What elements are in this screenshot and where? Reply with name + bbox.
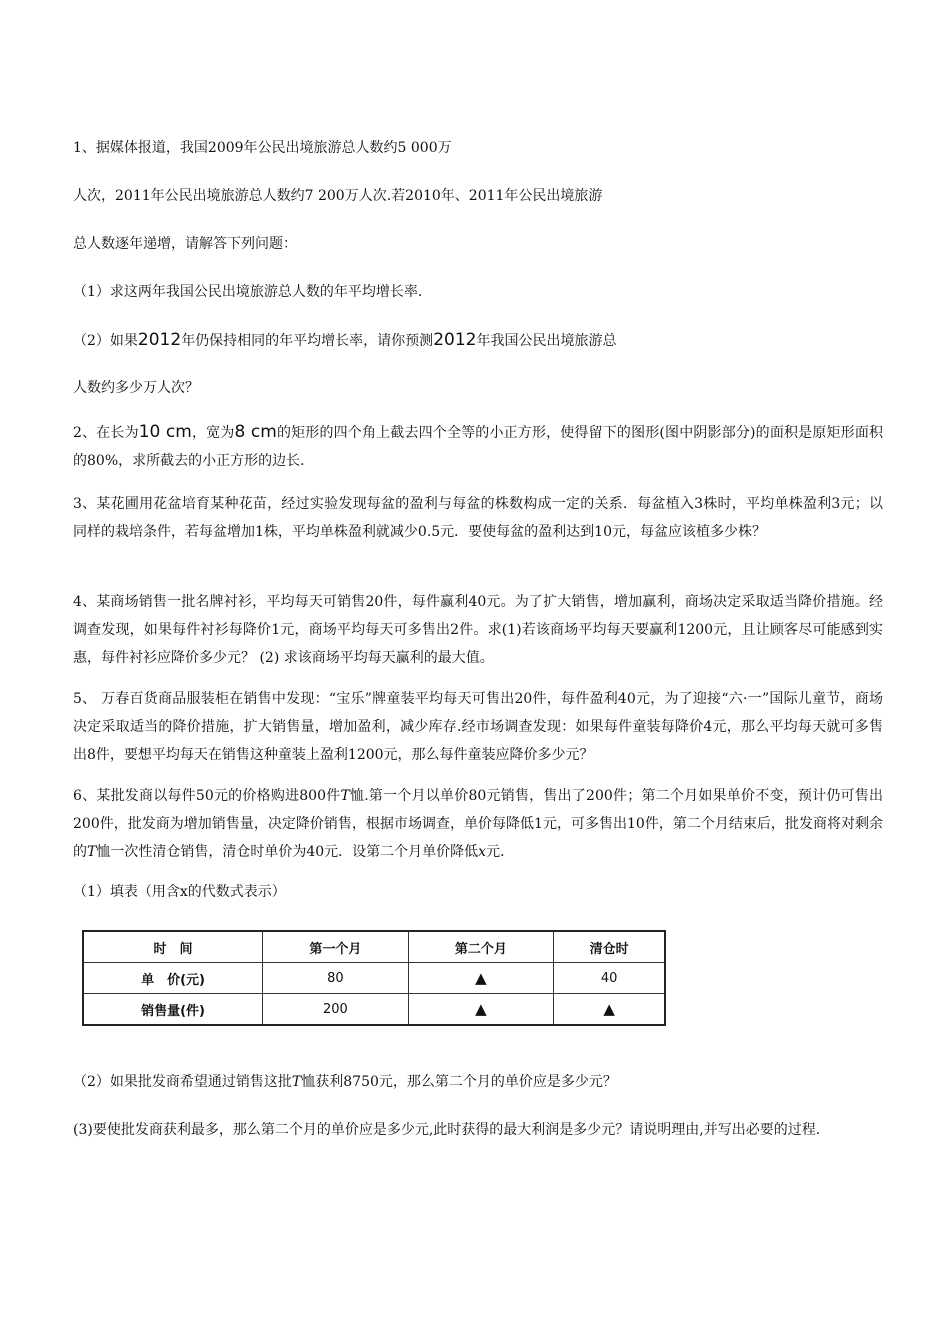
q6-sub2 [73,1072,617,1092]
q6-sub1: （1）填表（用含x的代数式表示） [73,884,286,900]
q1-year2: 2012 [433,330,477,350]
table-row-label: 销售量(件) [83,994,263,1026]
q1-line3: 总人数逐年递增，请解答下列问题： [73,236,297,252]
table-row-label: 单 价(元) [83,963,263,994]
q1-sub2-a: （2）如果 [73,333,138,349]
table-row [83,994,665,1026]
q6-intro [73,782,883,866]
q1-sub1: （1）求这两年我国公民出境旅游总人数的年平均增长率. [73,284,423,300]
q1-year1: 2012 [137,330,182,350]
q1-sub2-c: 年我国公民出境旅游总 [476,333,617,349]
table-header-row [83,931,665,963]
q2-paragraph [73,418,883,475]
table-cell: 80 [263,963,409,994]
q6-t3: T [291,1074,302,1090]
table-row [83,963,665,994]
q6-t2: T [87,844,97,860]
q4-paragraph: 4、某商场销售一批名牌衬衫，平均每天可销售20件，每件赢利40元。为了扩大销售，增加赢利，商场决定采取适当降价措施。经调查发现，如果每件衬衫每降价1元，商场平均每天可多售出2件。求(1)若该商场平均每天要赢利1200元，且让顾客尽可能感到实惠，每件衬衫应降价多少元？ (2) 求该商场平均每天赢利的最大值。 [73,594,883,666]
q2-c: 的矩形的四个角上截去四个全等的小正方形，使得留下的图形(图中阴影部分)的面积是原矩形面积的80%，求所截去的小正方形的边长. [73,425,883,469]
table-cell: ▲ [408,994,554,1026]
q6-sub3: (3)要使批发商获利最多，那么第二个月的单价应是多少元,此时获得的最大利润是多少元？请说明理由,并写出必要的过程. [73,1122,821,1138]
table-cell: ▲ [554,994,665,1026]
q3-paragraph: 3、某花圃用花盆培育某种花苗，经过实验发现每盆的盈利与每盆的株数构成一定的关系．每盆植入3株时，平均单株盈利3元；以同样的栽培条件，若每盆增加1株，平均单株盈利就减少0.5元．要使每盆的盈利达到10元，每盆应该植多少株？ [73,496,883,540]
q6-intro-d: 元． [486,844,515,860]
q1-sub2 [73,330,616,351]
table-cell: 200 [263,994,409,1026]
q6-intro-b: 恤.第一个月以单价80元销售，售出了200件；第二个月如果单价不变，预计仍可售出200件，批发商为增加销售量，决定降价销售，根据市场调查，单价每降低1元，可多售出10件，第二个月结束后，批发商将对剩余的 [73,788,884,860]
table-header-cell: 时 间 [83,931,263,963]
q1-line2: 人次，2011年公民出境旅游总人数约7 200万人次.若2010年、2011年公民出境旅游 [73,188,603,204]
q2-b: ，宽为 [191,425,235,441]
q5-paragraph: 5、 万春百货商品服装柜在销售中发现：“宝乐”牌童装平均每天可售出20件，每件盈利40元，为了迎接“六·一”国际儿童节，商场决定采取适当的降价措施，扩大销售量，增加盈利，减少库存.经市场调查发现：如果每件童装每降价4元，那么平均每天就可多售出8件，要想平均每天在销售这种童装上盈利1200元，那么每件童装应降价多少元？ [73,691,883,763]
q6-t1: T [340,788,350,804]
table-cell: 40 [554,963,665,994]
q6-sub2-a: （2）如果批发商希望通过销售这批 [73,1074,292,1090]
q1-sub2-line2: 人数约多少万人次？ [73,380,199,396]
q2-width: 8 cm [234,422,277,442]
table-header-cell: 第一个月 [263,931,409,963]
q6-x: x [478,844,487,860]
q2-a: 2、在长为 [73,425,139,441]
table-header-cell: 第二个月 [408,931,554,963]
q1-line1: 1、据媒体报道，我国2009年公民出境旅游总人数约5 000万 [73,140,452,156]
table-header-cell: 清仓时 [554,931,665,963]
q6-intro-a: 6、某批发商以每件50元的价格购进800件 [73,788,341,804]
q2-length: 10 cm [138,422,192,442]
q6-intro-c: 恤一次性清仓销售，清仓时单价为40元．设第二个月单价降低 [96,844,479,860]
q1-sub2-b: 年仍保持相同的年平均增长率，请你预测 [181,333,434,349]
table-cell: ▲ [408,963,554,994]
q6-table [82,930,666,1026]
q6-sub2-b: 恤获利8750元，那么第二个月的单价应是多少元？ [301,1074,617,1090]
